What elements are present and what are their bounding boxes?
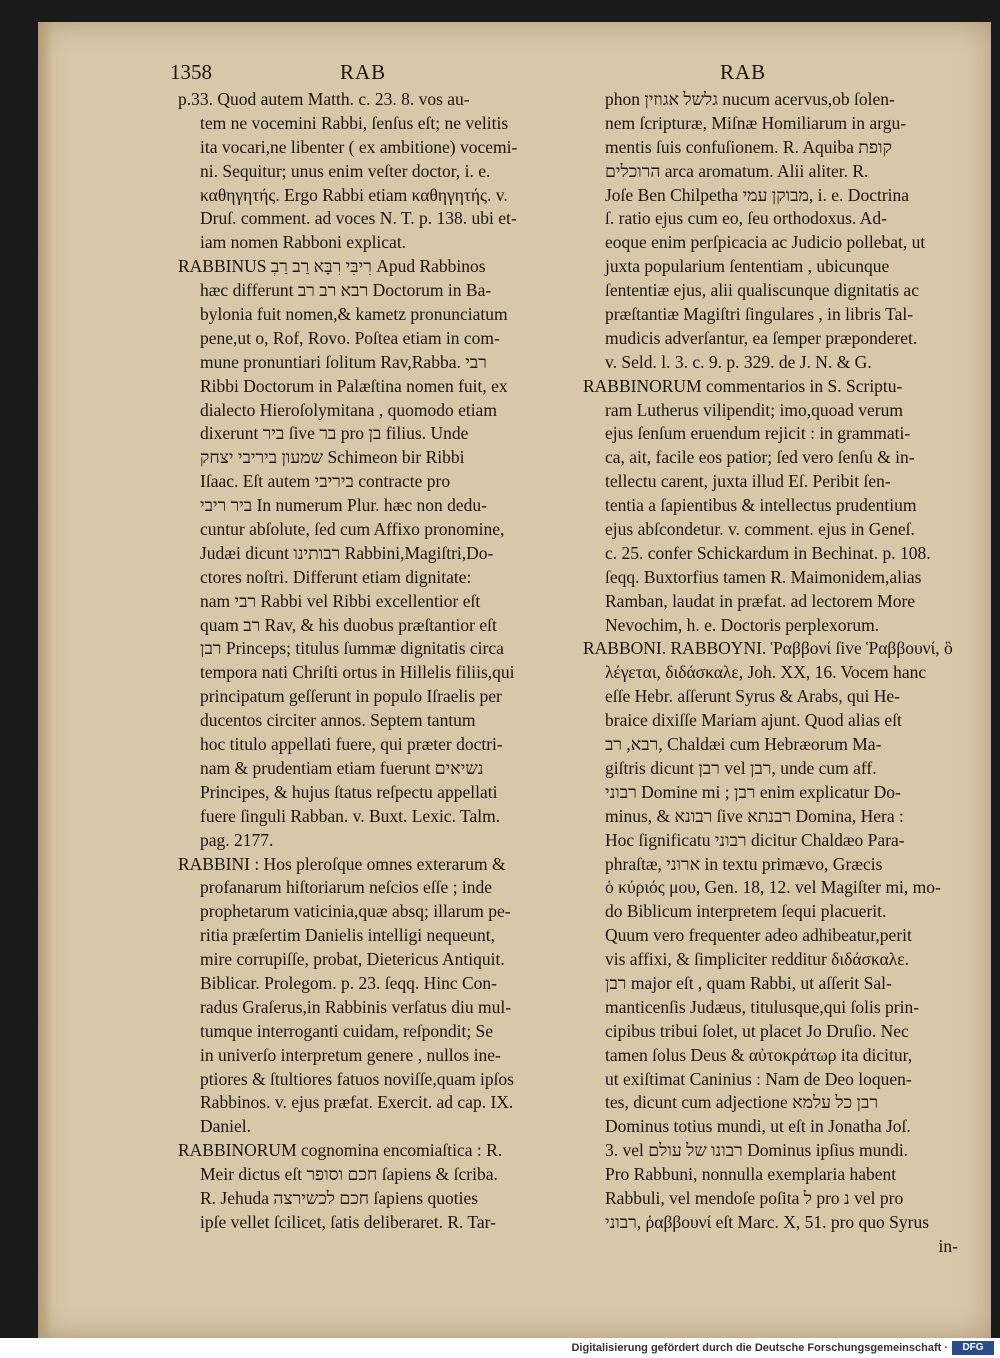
text-line: quam רב Rav, & his duobus præſtantior eſt [200, 614, 497, 635]
text-line: tamen ſolus Deus & αὐτοκράτωρ ita dicitur, [605, 1044, 913, 1065]
text-line: רבוני, ῥαββουνί eſt Marc. X, 51. pro quo Syrus [605, 1211, 930, 1232]
text-line: הרוכלים arca aromatum. Alii aliter. R. [605, 160, 869, 181]
text-line: ctores noſtri. Differunt etiam dignitate: [200, 566, 472, 587]
text-line: phon גלשל אגוזין nucum acervus,ob ſolen- [605, 89, 895, 109]
text-line: tem ne vocemini Rabbi, ſenſus eſt; ne velitis [200, 112, 509, 133]
text-line: ὁ κύριός μου, Gen. 18, 12. vel Magiſter mi, mo- [605, 877, 941, 898]
text-line: hoc titulo appellati fuere, qui præter doctri- [200, 734, 503, 755]
text-line: tellectu carent, juxta illud Eſ. Peribit ſen- [605, 471, 891, 492]
text-line: Biblicar. Prolegom. p. 23. ſeqq. Hinc Con- [200, 972, 497, 993]
text-line: Judæi dicunt רבותינו Rabbini,Magiſtri,Do- [200, 542, 494, 563]
digitization-footer [0, 1338, 1000, 1358]
text-line: nem ſcripturæ, Miſnæ Homiliarum in argu- [605, 112, 907, 133]
text-line: Joſe Ben Chilpetha מבוקן עמי, i. e. Doctrina [605, 184, 910, 205]
text-line: ביר ריבי In numerum Plur. hæc non dedu- [200, 495, 487, 516]
text-line: καθηγητής. Ergo Rabbi etiam καθηγητής. v. [200, 184, 508, 205]
text-line: רבן major eſt , quam Rabbi, ut aſſerit Sal- [605, 972, 892, 993]
text-line: ni. Sequitur; unus enim veſter doctor, i. e. [200, 160, 491, 181]
text-line: tes, dicunt cum adjectione רבן כל עלמא [605, 1092, 879, 1113]
text-line: hæc differunt רבא רב רב Doctorum in Ba- [200, 280, 492, 301]
text-line: Rabbuli, vel mendoſe poſita ל pro נ vel pro [605, 1187, 904, 1208]
text-line: tentia a ſapientibus & intellectus prudentium [605, 495, 917, 516]
text-line: Ramban, laudat in præfat. ad lectorem More [605, 590, 916, 611]
text-line: in univerſo interpretum genere , nullos ine- [200, 1044, 501, 1065]
running-head-right: RAB [720, 60, 767, 84]
text-line: λέγεται, διδάσκαλε, Joh. XX, 16. Vocem hanc [605, 662, 927, 683]
text-line: Rabbinos. v. ejus præfat. Exercit. ad cap. IX. [200, 1092, 514, 1113]
text-line: p.33. Quod autem Matth. c. 23. 8. vos au- [178, 89, 470, 109]
text-line: 3. vel רבונו של עולם Dominus ipſius mundi. [605, 1140, 909, 1161]
text-line: cipibus tribui ſolet, ut placet Jo Druſio. Nec [605, 1020, 909, 1041]
text-line: tempora nati Chriſti ortus in Hillelis filiis,qui [200, 662, 515, 683]
right-text-column [583, 88, 958, 1259]
text-line: do Biblicum interpretem ſequi placuerit. [605, 901, 887, 922]
text-line: phraſtæ, ארוני in textu primævo, Græcis [605, 853, 883, 874]
text-line: ut exiſtimat Caninius : Nam de Deo loquen- [605, 1068, 912, 1089]
running-head-left: RAB [340, 60, 387, 84]
text-line: principatum geſſerunt in populo Iſraelis per [200, 686, 502, 707]
footer-credit: Digitalisierung gefördert durch die Deutsche Forschungsgemeinschaft · [571, 1342, 948, 1354]
text-line: Daniel. [200, 1116, 252, 1137]
text-line: fuere ſinguli Rabban. v. Buxt. Lexic. Talm. [200, 805, 501, 826]
text-line: רבוני Domine mi ; רבן enim explicatur Do- [605, 781, 901, 802]
catchword: in- [938, 1235, 958, 1256]
text-line: mentis ſuis confuſionem. R. Aquiba קופת [605, 136, 892, 157]
text-line: Iſaac. Eſt autem ביריבי contracte pro [200, 471, 451, 492]
text-line: RABBINUS רִיבִּי רִבָּא רַב רַבְ Apud Rabbinos [178, 256, 486, 277]
text-line: רבא, רב, Chaldæi cum Hebræorum Ma- [605, 734, 882, 755]
text-line: eſſe Hebr. aſſerunt Syrus & Arabs, qui He- [605, 686, 901, 707]
page-header [170, 60, 970, 90]
text-line: pag. 2177. [200, 829, 274, 850]
text-line: שמעון ביריבי יצחק Schimeon bir Ribbi [200, 447, 465, 468]
text-line: cuntur abſolute, ſed cum Affixo pronomine, [200, 519, 505, 540]
dfg-logo: DFG [952, 1341, 994, 1355]
text-line: ejus ſenſum eruendum rejicit : in grammati- [605, 423, 911, 444]
text-line: mire corrupiſſe, probat, Dietericus Antiquit. [200, 949, 505, 970]
text-line: Dominus totius mundi, ut eſt in Jonatha Joſ. [605, 1116, 911, 1137]
text-line: nam & prudentiam etiam fuerunt נשיאים [200, 757, 484, 778]
text-line: eoque enim perſpicacia ac Judicio pollebat, ut [605, 232, 926, 253]
text-line: Principes, & hujus ſtatus reſpectu appellati [200, 781, 498, 802]
text-line: רבן Princeps; titulus ſummæ dignitatis circa [200, 638, 504, 659]
text-line: mudicis adverſantur, ea ſemper præponderet. [605, 327, 918, 348]
text-line: ſeqq. Buxtorfius tamen R. Maimonidem,alias [605, 566, 922, 587]
text-line: ita vocari,ne libenter ( ex ambitione) vocemi- [200, 136, 518, 157]
text-line: braice dixiſſe Mariam ajunt. Quod alias eſt [605, 710, 902, 731]
text-line: nam רבי Rabbi vel Ribbi excellentior eſt [200, 590, 481, 611]
text-line: Meir dictus eſt חכם וסופר ſapiens & ſcriba. [200, 1164, 498, 1185]
text-line: ram Lutherus vilipendit; imo,quoad verum [605, 399, 903, 420]
text-line: R. Jehuda חכם לכשירצה ſapiens quoties [200, 1187, 479, 1208]
text-line: ſententiæ ejus, alii qualiscunque dignitatis ac [605, 280, 919, 301]
text-line: RABBINORUM commentarios in S. Scriptu- [583, 375, 903, 396]
text-line: Quum vero frequenter adeo adhibeatur,perit [605, 925, 912, 946]
left-text-column [178, 88, 556, 1235]
text-line: prophetarum vaticinia,quæ absq; illarum pe- [200, 901, 511, 922]
text-line: v. Seld. l. 3. c. 9. p. 329. de J. N. & G. [605, 351, 872, 372]
text-line: c. 25. confer Schickardum in Bechinat. p. 108. [605, 542, 931, 563]
text-line: dialecto Hieroſolymitana , quomodo etiam [200, 399, 497, 420]
text-line: radus Graſerus,in Rabbinis verſatus diu mul- [200, 996, 512, 1017]
text-line: RABBINORUM cognomina encomiaſtica : R. [178, 1140, 503, 1161]
text-line: manticenſis Judæus, titulusque,qui ſolis prin- [605, 996, 920, 1017]
text-line: giſtris dicunt רבן vel רבן, unde cum aff. [605, 757, 877, 778]
text-line: Hoc ſignificatu רבוני dicitur Chaldæo Para- [605, 829, 905, 850]
text-line: RABBINI : Hos pleroſque omnes exterarum & [178, 853, 506, 874]
text-line: bylonia fuit nomen,& kametz pronunciatum [200, 304, 508, 325]
text-line: ſ. ratio ejus cum eo, ſeu orthodoxus. Ad- [605, 208, 887, 229]
text-line: tumque interroganti cuidam, reſpondit; Se [200, 1020, 494, 1041]
text-line: ptiores & ſtultiores fatuos noviſſe,quam ipſos [200, 1068, 514, 1089]
text-line: profanarum hiſtoriarum neſcios eſſe ; inde [200, 877, 493, 898]
text-line: Druſ. comment. ad voces N. T. p. 138. ubi et- [200, 208, 517, 229]
text-line: præſtantiæ Magiſtri ſingulares , in libris Tal- [605, 304, 914, 325]
text-line: vis affixi, & ſimpliciter redditur διδάσκαλε. [605, 949, 910, 970]
text-line: ducentos circiter annos. Septem tantum [200, 710, 476, 731]
text-line: Pro Rabbuni, nonnulla exemplaria habent [605, 1164, 897, 1185]
page-binding-edge [38, 22, 52, 1338]
text-line: ipſe vellet ſcilicet, ſatis deliberaret. R. Tar- [200, 1211, 496, 1232]
page-number: 1358 [170, 60, 212, 84]
text-line: Ribbi Doctorum in Palæſtina nomen fuit, ex [200, 375, 508, 396]
text-line: Nevochim, h. e. Doctoris perplexorum. [605, 614, 880, 635]
text-line: mune pronuntiari ſolitum Rav,Rabba. רבי [200, 351, 487, 372]
text-line: ritia præſertim Danielis intelligi nequeunt, [200, 925, 496, 946]
text-line: ejus abſcondetur. v. comment. ejus in Geneſ. [605, 519, 915, 540]
text-line: pene,ut o, Rof, Rovo. Poſtea etiam in com- [200, 327, 500, 348]
text-line: ca, ait, facile eos patior; ſed vero ſenſu & in- [605, 447, 915, 468]
text-line: dixerunt ביר ſive בר pro בן filius. Unde [200, 423, 469, 444]
text-line: minus, & רבונא ſive רבנתא Domina, Hera : [605, 805, 904, 826]
text-line: iam nomen Rabboni explicat. [200, 232, 407, 253]
text-line: juxta popularium ſententiam , ubicunque [605, 256, 890, 277]
text-line: RABBONI. RABBOYNI. Ῥαββονί ſive Ῥαββουνί, ὃ [583, 638, 953, 659]
